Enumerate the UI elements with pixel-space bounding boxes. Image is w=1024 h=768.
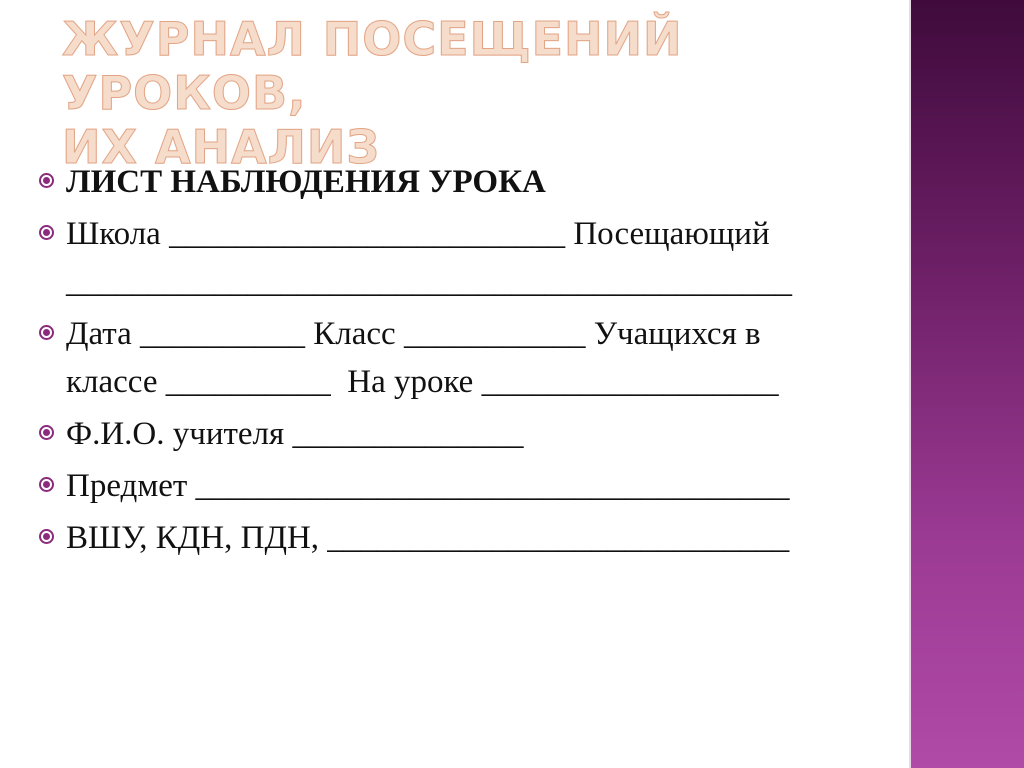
slide-title-line-2: ИХ АНАЛИЗ — [62, 120, 381, 174]
list-item-text-line-2: классе __________ На уроке __________________ — [66, 364, 779, 400]
bullet-icon — [39, 529, 54, 544]
side-decorative-band — [911, 0, 1024, 768]
bullet-icon — [39, 173, 54, 188]
list-item-text-line-1: Школа ________________________ Посещающий — [66, 216, 770, 252]
list-item-teacher — [38, 410, 898, 458]
bullet-list — [38, 158, 898, 566]
bullet-icon — [39, 477, 54, 492]
bullet-icon — [39, 325, 54, 340]
list-item-text: ЛИСТ НАБЛЮДЕНИЯ УРОКА — [66, 164, 546, 200]
list-item-text: Предмет ____________________________________ — [66, 468, 790, 504]
list-item-text: Ф.И.О. учителя ______________ — [66, 416, 524, 452]
bullet-icon — [39, 225, 54, 240]
slide-title — [62, 12, 892, 174]
list-item-heading — [38, 158, 898, 206]
list-item-commissions — [38, 514, 898, 562]
list-item-text-line-1: Дата __________ Класс ___________ Учащихся в — [66, 316, 761, 352]
list-item-text-line-2: ____________________________________________ — [66, 264, 792, 300]
bullet-icon — [39, 425, 54, 440]
list-item-text: ВШУ, КДН, ПДН, ____________________________ — [66, 520, 790, 556]
list-item-school — [38, 210, 898, 306]
slide-title-line-1: ЖУРНАЛ ПОСЕЩЕНИЙ УРОКОВ, — [62, 12, 683, 120]
list-item-date-class — [38, 310, 898, 406]
list-item-subject — [38, 462, 898, 510]
